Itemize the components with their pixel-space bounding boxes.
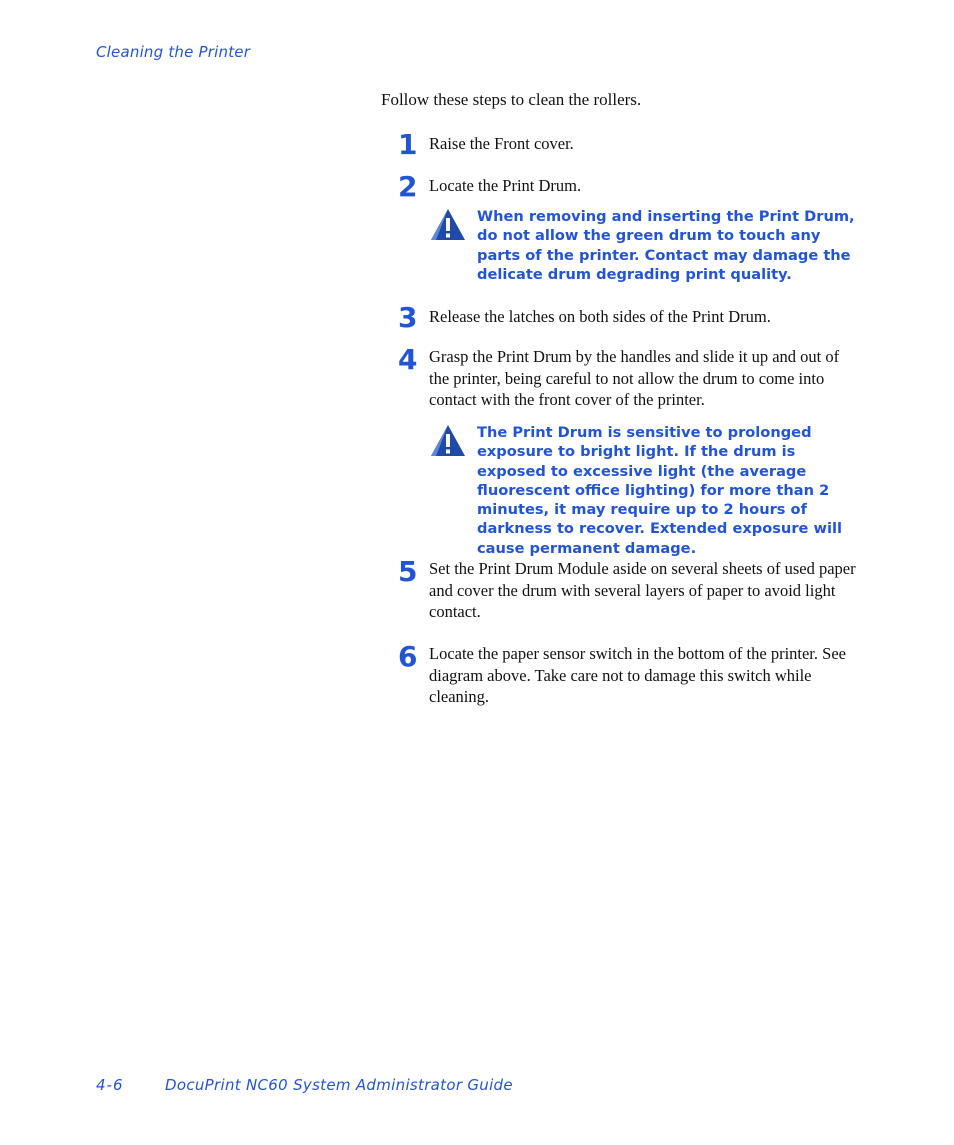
step-number: 5	[398, 555, 418, 588]
step-text: Locate the paper sensor switch in the bottom of the printer. See diagram above. Take care not to damage this switch while cleaning.	[429, 644, 846, 706]
caution-text: The Print Drum is sensitive to prolonged exposure to bright light. If the drum is exposed to excessive light (the average fluorescent office lighting) for more than 2 minutes, it may require up to 2 hours of darkness to recover. Extended exposure will cause permanent damage.	[477, 424, 842, 557]
page-number: 4-6	[96, 1076, 124, 1094]
step-text: Locate the Print Drum.	[429, 176, 582, 195]
step-number: 6	[398, 640, 418, 673]
step-text: Set the Print Drum Module aside on several sheets of used paper and cover the drum with several layers of paper to avoid light contact.	[429, 559, 856, 621]
step-text: Release the latches on both sides of the Print Drum.	[429, 307, 771, 326]
step-number: 3	[398, 301, 418, 334]
step-text: Grasp the Print Drum by the handles and slide it up and out of the printer, being careful to not allow the drum to come into contact with the front cover of the printer.	[429, 347, 840, 409]
guide-title: DocuPrint NC60 System Administrator Guide	[165, 1076, 513, 1094]
step-number: 1	[398, 128, 418, 161]
caution-icon	[430, 423, 466, 457]
caution-text: When removing and inserting the Print Drum, do not allow the green drum to touch any parts of the printer. Contact may damage the delicate drum degrading print quality.	[477, 208, 855, 283]
step-number: 2	[398, 170, 418, 203]
caution-icon	[430, 207, 466, 241]
step-number: 4	[398, 343, 418, 376]
section-title: Cleaning the Printer	[96, 43, 251, 61]
step-text: Raise the Front cover.	[429, 134, 574, 153]
intro-text: Follow these steps to clean the rollers.	[381, 90, 642, 109]
